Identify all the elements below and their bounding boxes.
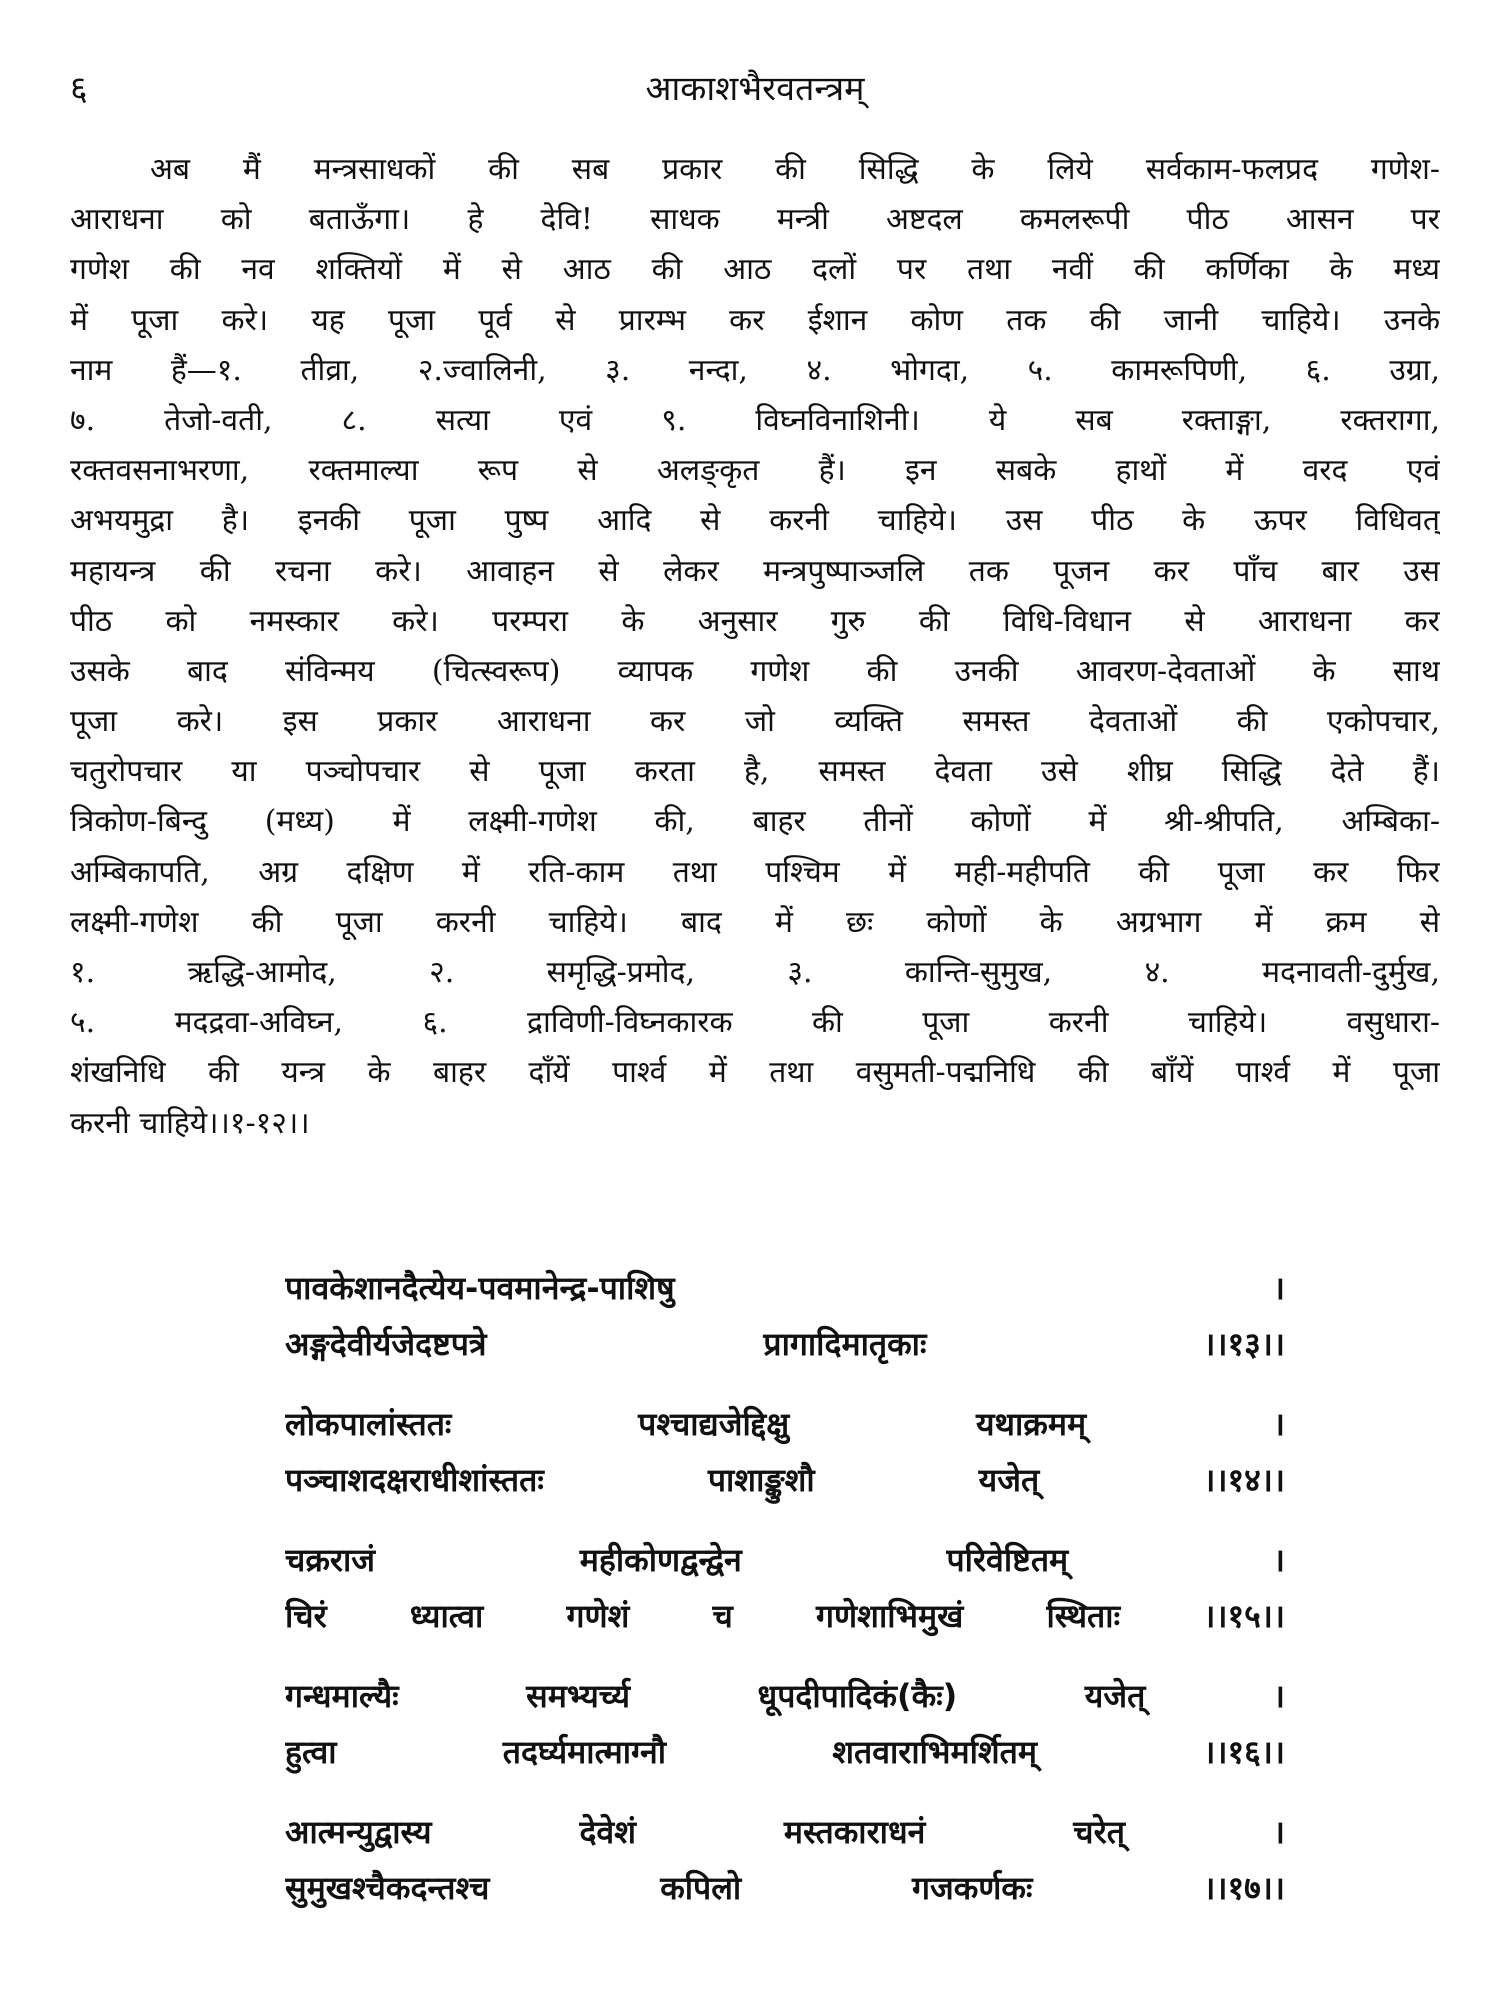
commentary-line: चतुरोपचार या पञ्चोपचार से पूजा करता है, समस्त देवता उसे शीघ्र सिद्धि देते हैं। (70, 754, 1440, 790)
verse-line: चक्रराजं महीकोणद्वन्द्वेन परिवेष्टितम् । (285, 1541, 1285, 1579)
verse-16 (285, 1668, 1285, 1780)
verse-line: चिरं ध्यात्वा गणेशं च गणेशाभिमुखं स्थिताः ।।१५।। (285, 1597, 1285, 1635)
commentary-line: अब मैं मन्त्रसाधकों की सब प्रकार की सिद्धि के लिये सर्वकाम-फलप्रद गणेश- (150, 152, 1440, 187)
commentary-line: अम्बिकापति, अग्र दक्षिण में रति-काम तथा पश्चिम में मही-महीपति की पूजा कर फिर (70, 854, 1440, 890)
commentary-line: ७. तेजो-वती, ८. सत्या एवं ९. विघ्नविनाशिनी। ये सब रक्ताङ्गा, रक्तरागा, (70, 402, 1440, 438)
verse-line: पञ्चाशदक्षराधीशांस्ततः पाशाङ्कुशौ यजेत् ।।१४।। (285, 1461, 1285, 1499)
commentary-line: करनी चाहिये।।१-१२।। (70, 1105, 310, 1141)
commentary-line: रक्तवसनाभरणा, रक्तमाल्या रूप से अलङ्कृत हैं। इन सबके हाथों में वरद एवं (70, 453, 1440, 489)
verse-line: गन्धमाल्यैः समभ्यर्च्य धूपदीपादिकं(कैः) यजेत् । (285, 1677, 1285, 1715)
page-header (70, 64, 1440, 114)
verse-14 (285, 1396, 1285, 1508)
verse-line: अङ्गदेवीर्यजेदष्टपत्रे प्रागादिमातृकाः ।।१३।। (285, 1325, 1285, 1363)
commentary-line: ५. मदद्रवा-अविघ्न, ६. द्राविणी-विघ्नकारक की पूजा करनी चाहिये। वसुधारा- (70, 1005, 1440, 1041)
verse-15 (285, 1532, 1285, 1644)
commentary-paragraph (70, 145, 1440, 1149)
verse-13 (285, 1260, 1285, 1372)
verse-17 (285, 1804, 1285, 1916)
commentary-line: १. ऋद्धि-आमोद, २. समृद्धि-प्रमोद, ३. कान्ति-सुमुख, ४. मदनावती-दुर्मुख, (70, 955, 1440, 990)
verse-line: आत्मन्युद्वास्य देवेशं मस्तकाराधनं चरेत् । (285, 1813, 1285, 1851)
running-title: आकाशभैरवतन्त्रम् (645, 69, 865, 109)
commentary-line: आराधना को बताऊँगा। हे देवि! साधक मन्त्री अष्टदल कमलरूपी पीठ आसन पर (70, 202, 1440, 238)
commentary-line: गणेश की नव शक्तियों में से आठ की आठ दलों पर तथा नवीं की कर्णिका के मध्य (70, 252, 1440, 288)
commentary-line: पूजा करे। इस प्रकार आराधना कर जो व्यक्ति समस्त देवताओं की एकोपचार, (70, 704, 1440, 740)
page-number: ६ (70, 69, 88, 109)
verse-line: सुमुखश्चैकदन्तश्च कपिलो गजकर्णकः ।।१७।। (285, 1869, 1285, 1907)
commentary-line: महायन्त्र की रचना करे। आवाहन से लेकर मन्त्रपुष्पाञ्जलि तक पूजन कर पाँच बार उस (70, 553, 1440, 589)
commentary-line: अभयमुद्रा है। इनकी पूजा पुष्प आदि से करनी चाहिये। उस पीठ के ऊपर विधिवत् (70, 503, 1440, 539)
verse-line: लोकपालांस्ततः पश्चाद्यजेद्दिक्षु यथाक्रमम् । (285, 1405, 1285, 1443)
verse-line: पावकेशानदैत्येय-पवमानेन्द्र-पाशिषु । (285, 1269, 1285, 1307)
verse-line: हुत्वा तदर्घ्यमात्माग्नौ शतवाराभिमर्शितम् ।।१६।। (285, 1733, 1285, 1771)
sanskrit-verses (285, 1260, 1285, 1940)
commentary-line: नाम हैं—१. तीव्रा, २.ज्वालिनी, ३. नन्दा, ४. भोगदा, ५. कामरूपिणी, ६. उग्रा, (70, 352, 1440, 388)
commentary-line: पीठ को नमस्कार करे। परम्परा के अनुसार गुरु की विधि-विधान से आराधना कर (70, 603, 1440, 639)
commentary-line: उसके बाद संविन्मय (चित्स्वरूप) व्यापक गणेश की उनकी आवरण-देवताओं के साथ (70, 653, 1440, 689)
commentary-line: शंखनिधि की यन्त्र के बाहर दाँयें पार्श्व में तथा वसुमती-पद्मनिधि की बाँयें पार्श्व में पूजा (70, 1055, 1440, 1091)
commentary-line: लक्ष्मी-गणेश की पूजा करनी चाहिये। बाद में छः कोणों के अग्रभाग में क्रम से (70, 904, 1440, 940)
commentary-line: में पूजा करे। यह पूजा पूर्व से प्रारम्भ कर ईशान कोण तक की जानी चाहिये। उनके (70, 302, 1440, 338)
commentary-line: त्रिकोण-बिन्दु (मध्य) में लक्ष्मी-गणेश की, बाहर तीनों कोणों में श्री-श्रीपति, अम्बिका- (70, 804, 1440, 840)
